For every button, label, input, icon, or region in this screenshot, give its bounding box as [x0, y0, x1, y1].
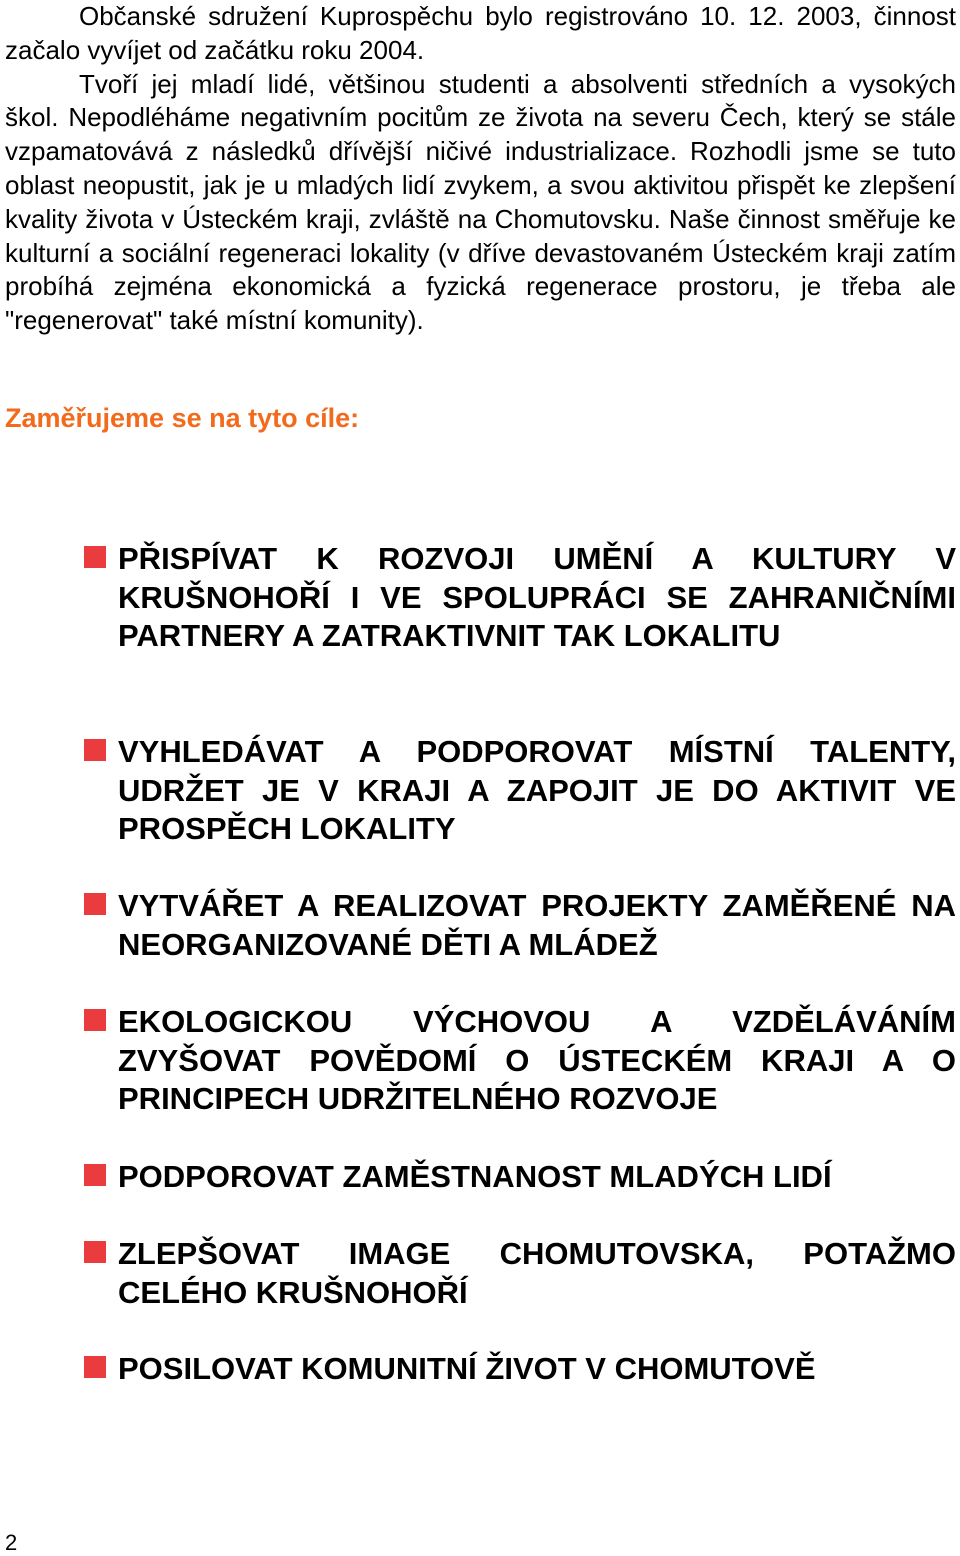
square-bullet-icon — [84, 1164, 106, 1186]
intro-paragraph-1: Občanské sdružení Kuprospěchu bylo registrováno 10. 12. 2003, činnost začalo vyvíjet od začátku roku 2004. — [5, 1, 956, 65]
goal-item — [84, 1003, 956, 1119]
goal-text: VYHLEDÁVAT A PODPOROVAT MÍSTNÍ TALENTY, UDRŽET JE V KRAJI A ZAPOJIT JE DO AKTIVIT VE PROSPĚCH LOKALITY — [118, 734, 956, 846]
page-number: 2 — [5, 1530, 18, 1555]
square-bullet-icon — [84, 1356, 106, 1378]
square-bullet-icon — [84, 739, 106, 761]
square-bullet-icon — [84, 1241, 106, 1263]
goal-item — [84, 1158, 956, 1197]
goal-text: VYTVÁŘET A REALIZOVAT PROJEKTY ZAMĚŘENÉ NA NEORGANIZOVANÉ DĚTI A MLÁDEŽ — [118, 888, 956, 962]
square-bullet-icon — [84, 893, 106, 915]
square-bullet-icon — [84, 546, 106, 568]
goal-item — [84, 733, 956, 849]
goal-item — [84, 887, 956, 964]
square-bullet-icon — [84, 1009, 106, 1031]
goal-text: POSILOVAT KOMUNITNÍ ŽIVOT V CHOMUTOVĚ — [118, 1351, 816, 1386]
goal-item — [84, 1350, 956, 1389]
goal-item — [84, 540, 956, 656]
goal-text: PODPOROVAT ZAMĚSTNANOST MLADÝCH LIDÍ — [118, 1159, 832, 1194]
goal-text: PŘISPÍVAT K ROZVOJI UMĚNÍ A KULTURY V KRUŠNOHOŘÍ I VE SPOLUPRÁCI SE ZAHRANIČNÍMI PARTNERY A ZATRAKTIVNIT TAK LOKALITU — [118, 541, 956, 653]
goals-heading: Zaměřujeme se na tyto cíle: — [5, 403, 360, 433]
goal-text: EKOLOGICKOU VÝCHOVOU A VZDĚLÁVÁNÍM ZVYŠOVAT POVĚDOMÍ O ÚSTECKÉM KRAJI A O PRINCIPECH UDRŽITELNÉHO ROZVOJE — [118, 1004, 956, 1116]
goal-item — [84, 1235, 956, 1312]
goal-text: ZLEPŠOVAT IMAGE CHOMUTOVSKA, POTAŽMO CELÉHO KRUŠNOHOŘÍ — [118, 1236, 956, 1310]
intro-text — [5, 0, 956, 338]
intro-paragraph-2: Tvoří jej mladí lidé, většinou studenti a absolventi středních a vysokých škol. Nepodléháme negativním pocitům ze života na severu Čech, který se stále vzpamatovává z následků dřívější ničivé industrializace. Rozhodli jsme se tuto oblast neopustit, jak je u mladých lidí zvykem, a svou aktivitou přispět ke zlepšení kvality života v Ústeckém kraji, zvláště na Chomutovsku. Naše činnost směřuje ke kulturní a sociální regeneraci lokality (v dříve devastovaném Ústeckém kraji zatím probíhá zejména ekonomická a fyzická regenerace prostoru, je třeba ale "regenerovat" také místní komunity). — [5, 68, 956, 336]
